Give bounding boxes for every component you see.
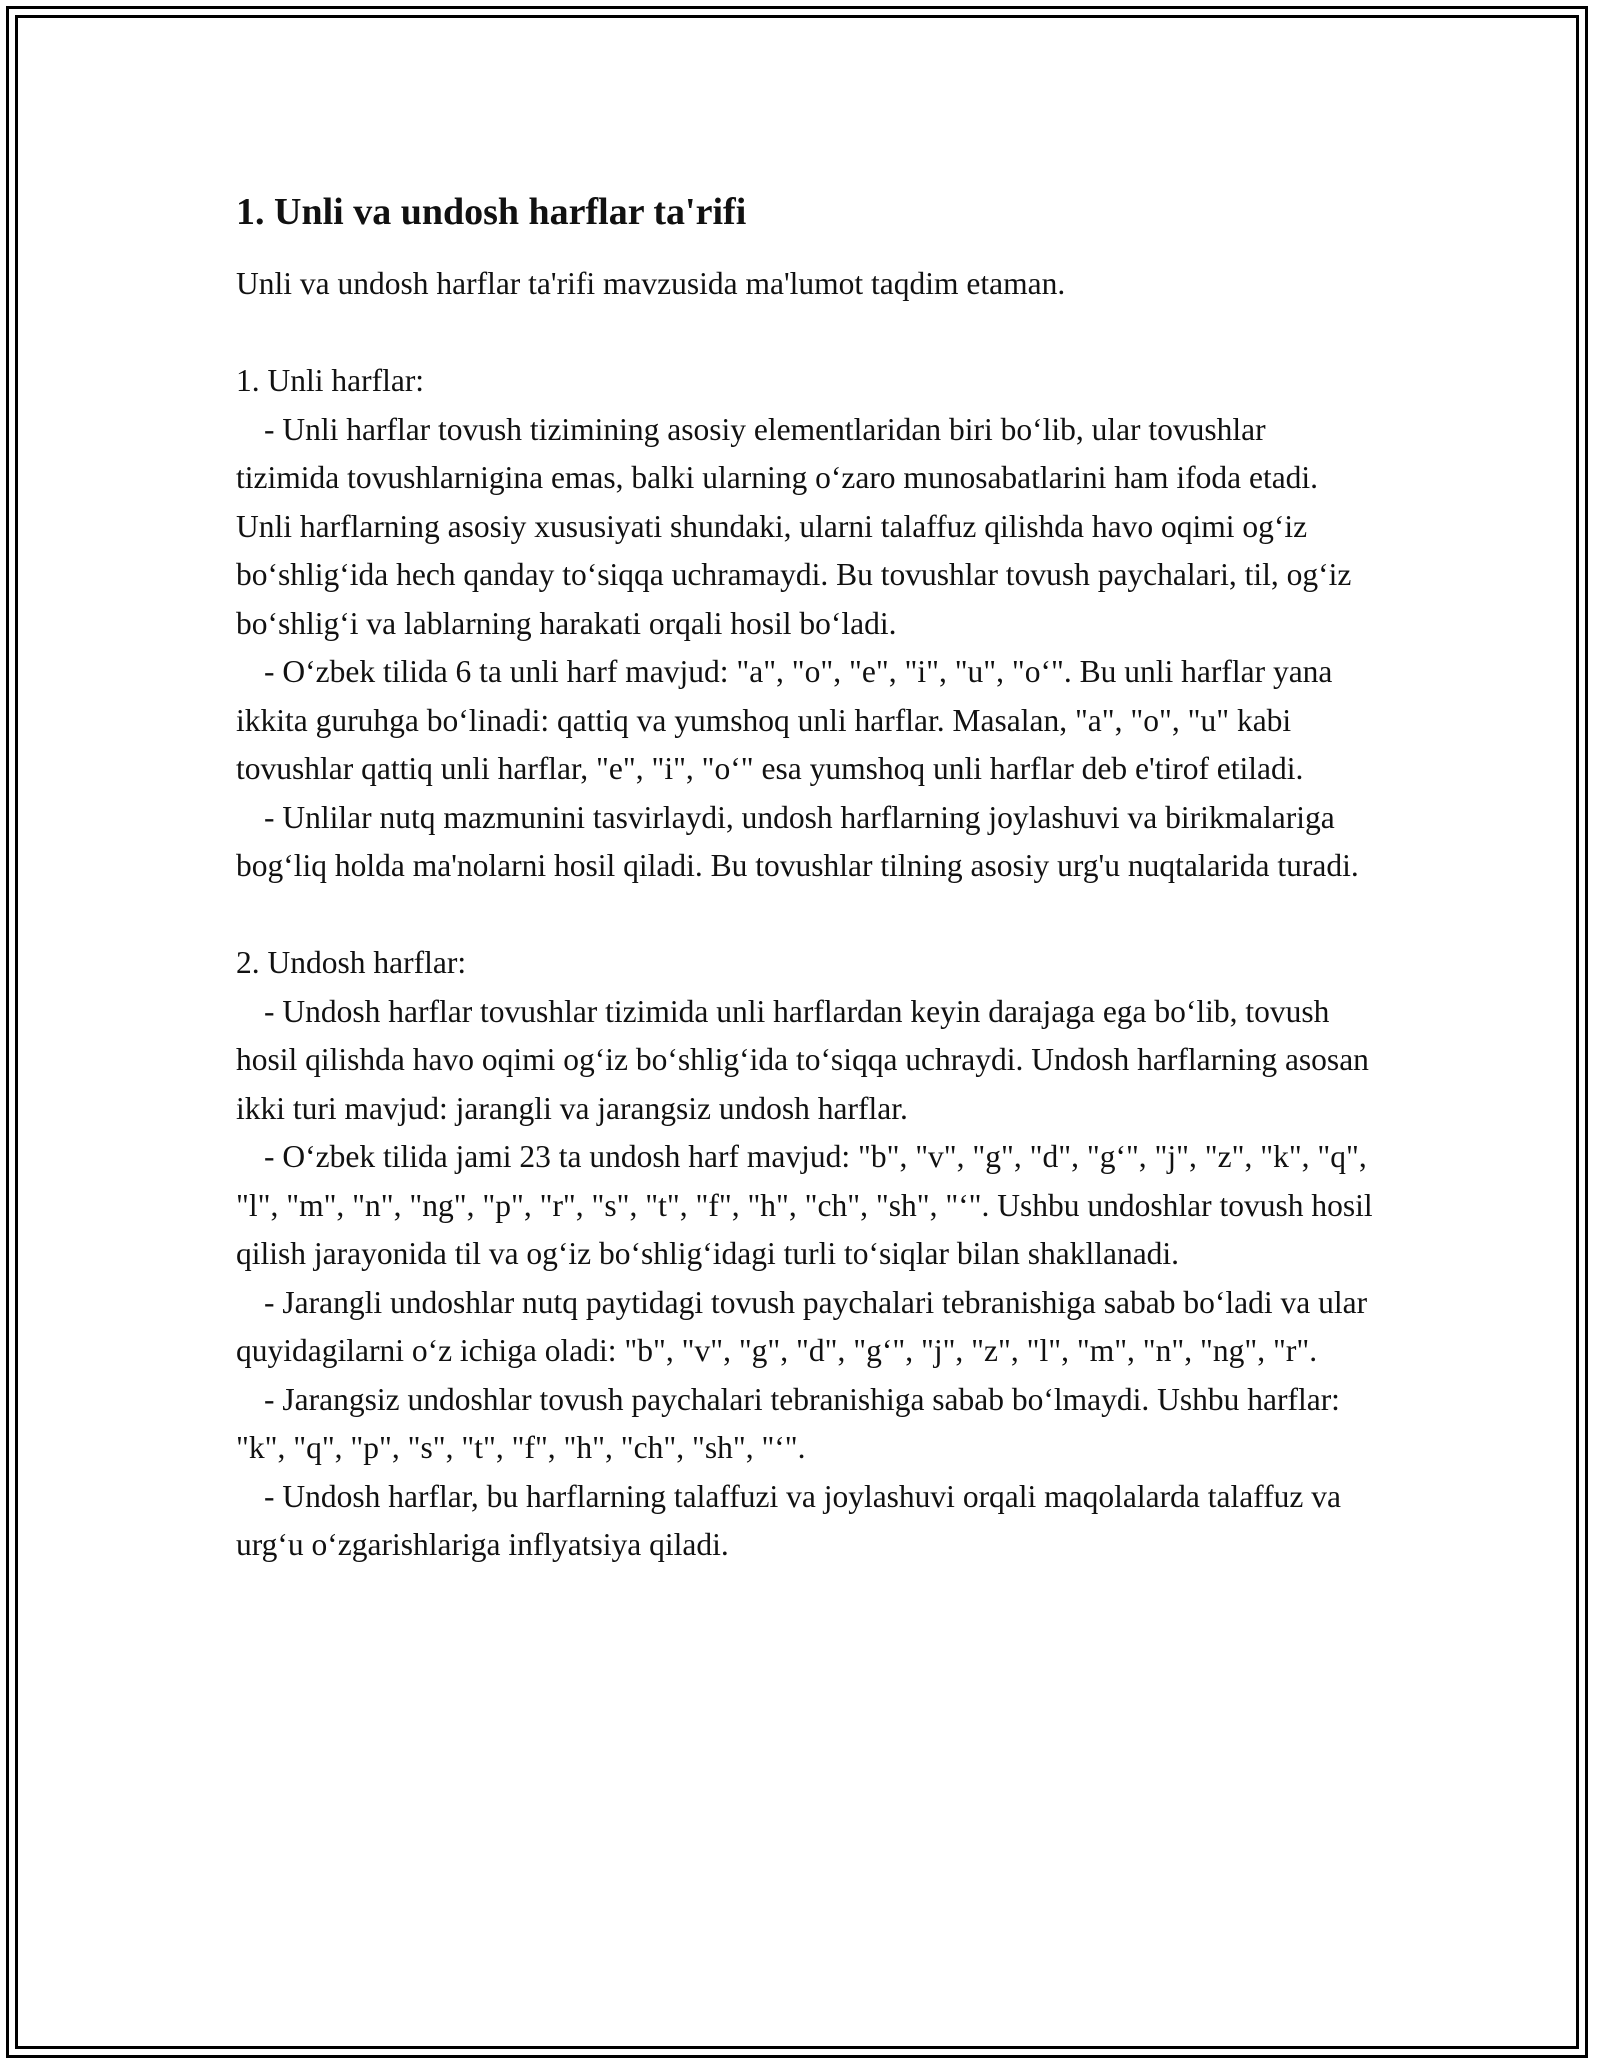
section-vowels <box>236 357 1376 891</box>
list-item: - O‘zbek tilida 6 ta unli harf mavjud: "a", "o", "e", "i", "u", "o‘". Bu unli harflar yana ikkita guruhga bo‘linadi: qattiq va yumshoq unli harflar. Masalan, "a", "o", "u" kabi tovushlar qattiq unli harflar, "e", "i", "o‘" esa yumshoq unli harflar deb e'tirof etiladi. <box>236 654 1333 786</box>
list-item: - Unli harflar tovush tizimining asosiy elementlaridan biri bo‘lib, ular tovushlar tizimida tovushlarnigina emas, balki ularning o‘zaro munosabatlarini ham ifoda etadi. Unli harflarning asosiy xususiyati shundaki, ularni talaffuz qilishda havo oqimi og‘iz bo‘shlig‘ida hech qanday to‘siqqa uchramaydi. Bu tovushlar tovush paychalari, til, og‘iz bo‘shlig‘i va lablarning harakati orqali hosil bo‘ladi. <box>236 411 1352 641</box>
list-item: - Jarangsiz undoshlar tovush paychalari tebranishiga sabab bo‘lmaydi. Ushbu harflar: "k", "q", "p", "s", "t", "f", "h", "ch", "sh", "‘". <box>236 1381 1340 1465</box>
list-item: - Jarangli undoshlar nutq paytidagi tovush paychalari tebranishiga sabab bo‘ladi va ular quyidagilarni o‘z ichiga oladi: "b", "v", "g", "d", "g‘", "j", "z", "l", "m", "n", "ng", "r". <box>236 1284 1368 1368</box>
list-item: - Undosh harflar tovushlar tizimida unli harflardan keyin darajaga ega bo‘lib, tovush hosil qilishda havo oqimi og‘iz bo‘shlig‘ida to‘siqqa uchraydi. Undosh harflarning asosan ikki turi mavjud: jarangli va jarangsiz undosh harflar. <box>236 993 1369 1126</box>
section-heading: 2. Undosh harflar: <box>236 945 467 980</box>
list-item: - Undosh harflar, bu harflarning talaffuzi va joylashuvi orqali maqolalarda talaffuz va urg‘u o‘zgarishlariga inflyatsiya qiladi. <box>236 1478 1341 1562</box>
document-body <box>236 186 1376 1618</box>
list-item: - Unlilar nutq mazmunini tasvirlaydi, undosh harflarning joylashuvi va birikmalariga bog‘liq holda ma'nolarni hosil qiladi. Bu tovushlar tilning asosiy urg'u nuqtalarida turadi. <box>236 799 1359 883</box>
intro-paragraph: Unli va undosh harflar ta'rifi mavzusida ma'lumot taqdim etaman. <box>236 266 1066 301</box>
list-item: - O‘zbek tilida jami 23 ta undosh harf mavjud: "b", "v", "g", "d", "g‘", "j", "z", "k", "q", "l", "m", "n", "ng", "p", "r", "s", "t", "f", "h", "ch", "sh", "‘". Ushbu undoshlar tovush hosil qilish jarayonida til va og‘iz bo‘shlig‘idagi turli to‘siqlar bilan shakllanadi. <box>236 1139 1373 1271</box>
document-title: 1. Unli va undosh harflar ta'rifi <box>236 191 747 233</box>
section-heading: 1. Unli harflar: <box>236 363 425 398</box>
section-consonants <box>236 939 1376 1570</box>
